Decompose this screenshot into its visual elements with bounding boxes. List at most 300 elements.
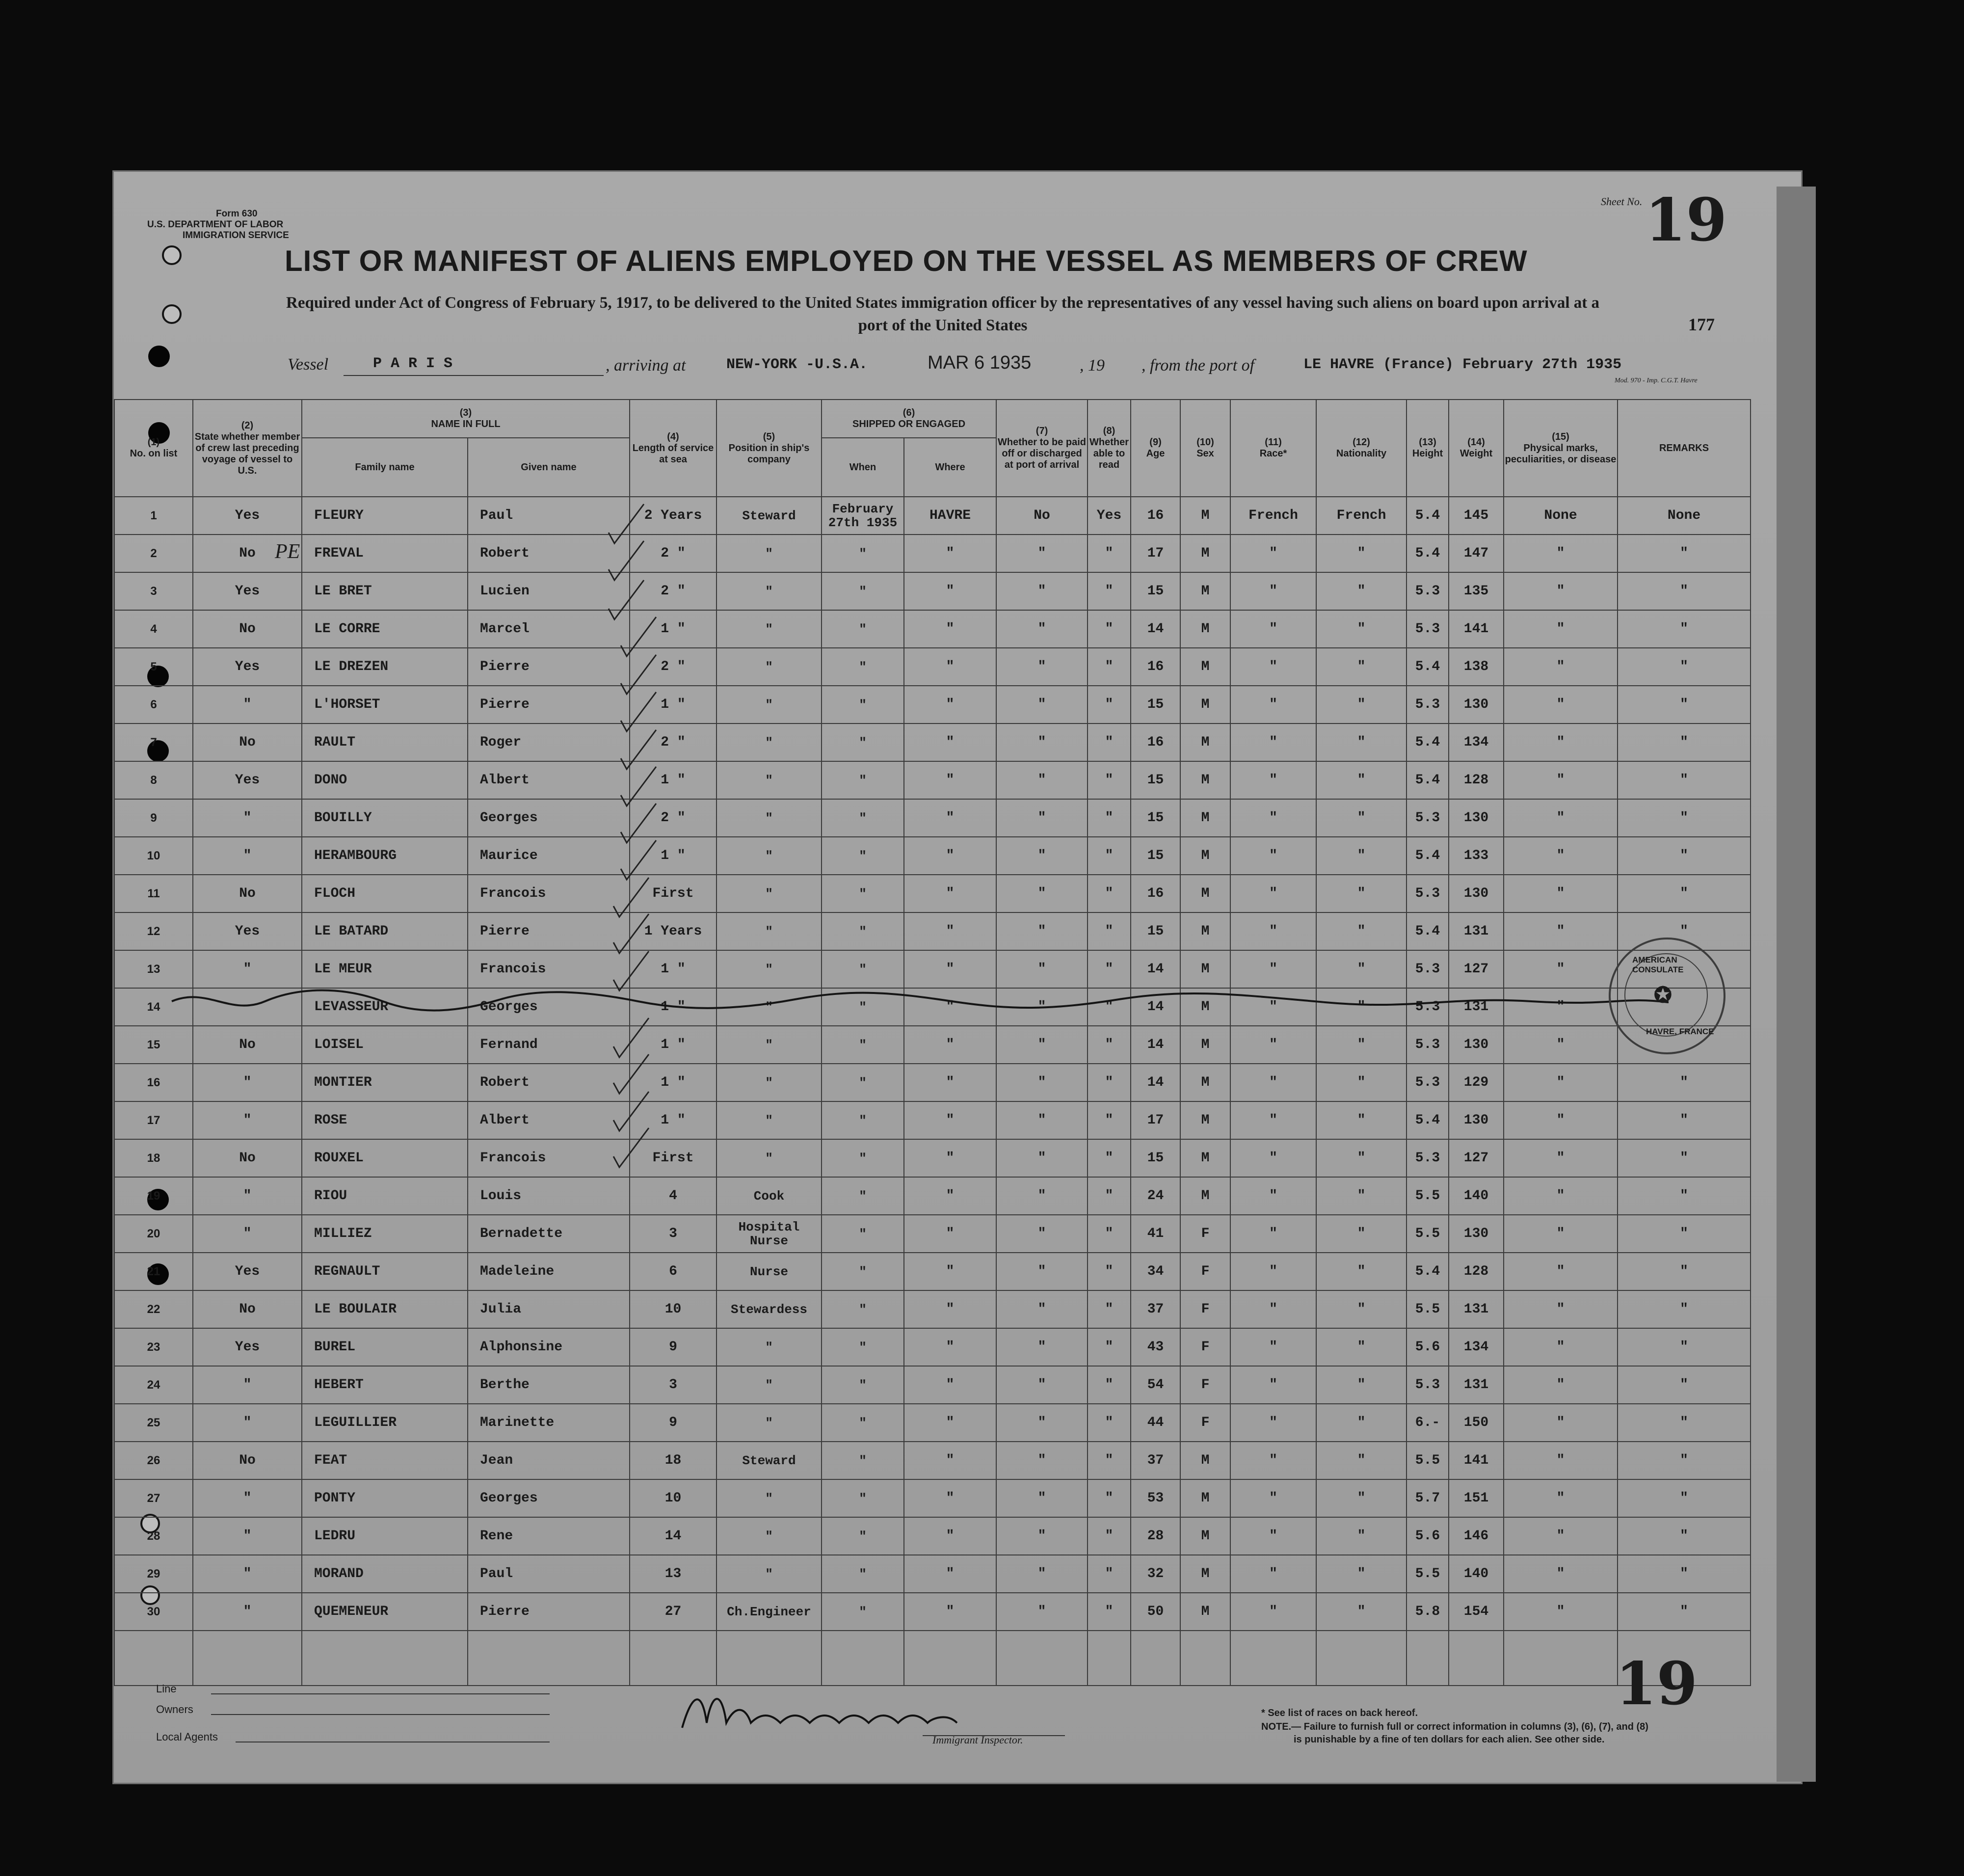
cell-where: " xyxy=(904,988,996,1026)
cell-where: " xyxy=(904,1404,996,1442)
cell-read: " xyxy=(1088,648,1131,686)
cell-family: LE DREZEN xyxy=(302,648,468,686)
cell-weight: 141 xyxy=(1449,610,1504,648)
cell-sex: M xyxy=(1180,1026,1230,1064)
cell-position: " xyxy=(717,1139,822,1177)
cell-no: 5 xyxy=(114,648,193,686)
cell-when: " xyxy=(822,837,904,875)
cell-when: " xyxy=(822,1555,904,1593)
cell-family: ROSE xyxy=(302,1101,468,1139)
cell-height: 5.4 xyxy=(1407,648,1449,686)
cell-paid: " xyxy=(996,912,1088,950)
cell-nat: " xyxy=(1316,950,1407,988)
cell-weight: 154 xyxy=(1449,1593,1504,1631)
cell-where: " xyxy=(904,610,996,648)
cell-remarks: " xyxy=(1618,1366,1751,1404)
cell-age: 17 xyxy=(1131,535,1180,572)
col-header-no: (1) No. on list xyxy=(114,400,193,497)
cell-sex: M xyxy=(1180,535,1230,572)
cell-height: 5.5 xyxy=(1407,1215,1449,1253)
cell-read: " xyxy=(1088,1253,1131,1290)
cell-paid: " xyxy=(996,1404,1088,1442)
cell-read: " xyxy=(1088,1026,1131,1064)
cell-height: 5.6 xyxy=(1407,1517,1449,1555)
cell-age: 24 xyxy=(1131,1177,1180,1215)
cell-weight: 141 xyxy=(1449,1442,1504,1479)
cell-nat: " xyxy=(1316,1177,1407,1215)
cell-no: 22 xyxy=(114,1290,193,1328)
cell-prev: No xyxy=(193,535,302,572)
cell-marks: " xyxy=(1504,1555,1618,1593)
cell-when: " xyxy=(822,988,904,1026)
cell-marks: " xyxy=(1504,912,1618,950)
cell-read: " xyxy=(1088,1177,1131,1215)
cell-position: " xyxy=(717,686,822,724)
cell-sex: M xyxy=(1180,1101,1230,1139)
cell-when: " xyxy=(822,1101,904,1139)
page-title: LIST OR MANIFEST OF ALIENS EMPLOYED ON THE VESSEL AS MEMBERS OF CREW xyxy=(285,244,1528,277)
cell-family: RAULT xyxy=(302,724,468,761)
cell-position: " xyxy=(717,1479,822,1517)
cell-weight: 127 xyxy=(1449,1139,1504,1177)
cell-paid: " xyxy=(996,1026,1088,1064)
sheet-label: Sheet No. xyxy=(1601,195,1643,208)
cell-paid: " xyxy=(996,572,1088,610)
cell-when: " xyxy=(822,875,904,912)
cell-race: " xyxy=(1230,1253,1316,1290)
cell-where: " xyxy=(904,1139,996,1177)
cell-family: LEGUILLIER xyxy=(302,1404,468,1442)
cell-prev: " xyxy=(193,1366,302,1404)
cell-height: 5.4 xyxy=(1407,1253,1449,1290)
cell-remarks: " xyxy=(1618,1064,1751,1101)
cell-service: 1 Years xyxy=(630,912,717,950)
cell-read: " xyxy=(1088,1290,1131,1328)
cell-read: " xyxy=(1088,1139,1131,1177)
cell-height: 5.5 xyxy=(1407,1290,1449,1328)
cell-race: " xyxy=(1230,1404,1316,1442)
cell-service: 2 Years xyxy=(630,497,717,535)
cell-race: " xyxy=(1230,950,1316,988)
cell-marks: " xyxy=(1504,1442,1618,1479)
cell-position: " xyxy=(717,535,822,572)
cell-sex: M xyxy=(1180,837,1230,875)
cell-race: " xyxy=(1230,1555,1316,1593)
cell-position: " xyxy=(717,950,822,988)
col-header-shipped: (6) SHIPPED OR ENGAGED xyxy=(822,400,996,438)
cell-sex: F xyxy=(1180,1290,1230,1328)
cell-service: 2 " xyxy=(630,724,717,761)
cell-race: " xyxy=(1230,572,1316,610)
cell-remarks: " xyxy=(1618,761,1751,799)
cell-remarks: " xyxy=(1618,1328,1751,1366)
cell-no: 14 xyxy=(114,988,193,1026)
cell-where: " xyxy=(904,1593,996,1631)
cell-marks: " xyxy=(1504,610,1618,648)
vessel-name: P A R I S xyxy=(373,355,453,372)
cell-age: 14 xyxy=(1131,988,1180,1026)
cell-race: " xyxy=(1230,724,1316,761)
cell-paid: " xyxy=(996,761,1088,799)
cell-height: 5.4 xyxy=(1407,724,1449,761)
cell-service: 1 " xyxy=(630,686,717,724)
cell-prev: " xyxy=(193,1101,302,1139)
cell-age: 16 xyxy=(1131,875,1180,912)
cell-when: " xyxy=(822,950,904,988)
cell-prev: No xyxy=(193,1442,302,1479)
cell-when: " xyxy=(822,1215,904,1253)
eagle-seal-icon: ✪ xyxy=(1654,983,1672,1007)
cell-marks: " xyxy=(1504,724,1618,761)
cell-position: " xyxy=(717,1555,822,1593)
cell-height: 6.- xyxy=(1407,1404,1449,1442)
cell-sex: M xyxy=(1180,497,1230,535)
cell-remarks: " xyxy=(1618,535,1751,572)
cell-prev: No xyxy=(193,610,302,648)
cell-given: Paul xyxy=(468,1555,630,1593)
cell-paid: " xyxy=(996,1555,1088,1593)
cell-where: " xyxy=(904,761,996,799)
col-header-read: (8) Whether able to read xyxy=(1088,400,1131,497)
cell-age: 41 xyxy=(1131,1215,1180,1253)
cell-paid: " xyxy=(996,1593,1088,1631)
cell-where: " xyxy=(904,572,996,610)
cell-where: HAVRE xyxy=(904,497,996,535)
cell-read: " xyxy=(1088,535,1131,572)
cell-position: Steward xyxy=(717,497,822,535)
cell-age: 43 xyxy=(1131,1328,1180,1366)
cell-sex: F xyxy=(1180,1328,1230,1366)
cell-height: 5.7 xyxy=(1407,1479,1449,1517)
cell-age: 15 xyxy=(1131,761,1180,799)
cell-when: February 27th 1935 xyxy=(822,497,904,535)
cell-no: 2 xyxy=(114,535,193,572)
cell-nat: " xyxy=(1316,799,1407,837)
cell-paid: " xyxy=(996,1290,1088,1328)
cell-race: " xyxy=(1230,912,1316,950)
cell-position: " xyxy=(717,1404,822,1442)
cell-where: " xyxy=(904,950,996,988)
cell-service: 2 " xyxy=(630,799,717,837)
cell-remarks: " xyxy=(1618,610,1751,648)
cell-height: 5.3 xyxy=(1407,686,1449,724)
penalty-note-line2: is punishable by a fine of ten dollars for each alien. See other side. xyxy=(1294,1734,1605,1745)
cell-remarks: " xyxy=(1618,1517,1751,1555)
cell-nat: " xyxy=(1316,1328,1407,1366)
cell-height: 5.3 xyxy=(1407,610,1449,648)
cell-when: " xyxy=(822,648,904,686)
cell-prev: " xyxy=(193,950,302,988)
cell-nat: " xyxy=(1316,912,1407,950)
cell-paid: " xyxy=(996,950,1088,988)
cell-race: " xyxy=(1230,1101,1316,1139)
cell-nat: " xyxy=(1316,1064,1407,1101)
cell-when: " xyxy=(822,799,904,837)
cell-given: Roger xyxy=(468,724,630,761)
department-line1: U.S. DEPARTMENT OF LABOR xyxy=(147,219,284,230)
cell-position: " xyxy=(717,1366,822,1404)
cell-read: " xyxy=(1088,761,1131,799)
cell-nat: " xyxy=(1316,1366,1407,1404)
inspector-label: Immigrant Inspector. xyxy=(932,1734,1023,1746)
cell-height: 5.4 xyxy=(1407,535,1449,572)
cell-race: " xyxy=(1230,1479,1316,1517)
cell-when: " xyxy=(822,572,904,610)
cell-marks: " xyxy=(1504,1593,1618,1631)
cell-family: FEAT xyxy=(302,1442,468,1479)
cell-family: LE CORRE xyxy=(302,610,468,648)
cell-read: " xyxy=(1088,1366,1131,1404)
col-header-height: (13) Height xyxy=(1407,400,1449,497)
cell-position: Steward xyxy=(717,1442,822,1479)
cell-when: " xyxy=(822,1442,904,1479)
printer-note: Mod. 970 - Imp. C.G.T. Havre xyxy=(1615,377,1698,384)
cell-service: 10 xyxy=(630,1479,717,1517)
cell-given: Robert xyxy=(468,535,630,572)
cell-given: Marinette xyxy=(468,1404,630,1442)
cell-paid: " xyxy=(996,1253,1088,1290)
cell-paid: " xyxy=(996,1442,1088,1479)
cell-age: 14 xyxy=(1131,610,1180,648)
cell-race: " xyxy=(1230,610,1316,648)
cell-race: " xyxy=(1230,1442,1316,1479)
penalty-note-line1: NOTE.— Failure to furnish full or correct information in columns (3), (6), (7), and (8) xyxy=(1261,1721,1648,1732)
cell-age: 37 xyxy=(1131,1442,1180,1479)
cell-age: 16 xyxy=(1131,648,1180,686)
cell-race: " xyxy=(1230,1215,1316,1253)
cell-height: 5.3 xyxy=(1407,1064,1449,1101)
cell-prev: " xyxy=(193,799,302,837)
cell-paid: " xyxy=(996,988,1088,1026)
cell-family: MILLIEZ xyxy=(302,1215,468,1253)
cell-service: 2 " xyxy=(630,572,717,610)
cell-race: " xyxy=(1230,988,1316,1026)
cell-paid: " xyxy=(996,1366,1088,1404)
cell-where: " xyxy=(904,875,996,912)
cell-where: " xyxy=(904,1064,996,1101)
cell-prev: Yes xyxy=(193,1253,302,1290)
cell-weight: 130 xyxy=(1449,1101,1504,1139)
cell-position: " xyxy=(717,837,822,875)
cell-when: " xyxy=(822,1593,904,1631)
cell-weight: 131 xyxy=(1449,988,1504,1026)
cell-age: 14 xyxy=(1131,1064,1180,1101)
cell-race: " xyxy=(1230,1593,1316,1631)
cell-paid: " xyxy=(996,837,1088,875)
sheet-number-bottom: 19 xyxy=(1616,1649,1698,1718)
cell-family: MORAND xyxy=(302,1555,468,1593)
cell-given: Jean xyxy=(468,1442,630,1479)
cell-no: 25 xyxy=(114,1404,193,1442)
cell-marks: " xyxy=(1504,1177,1618,1215)
cell-family: BUREL xyxy=(302,1328,468,1366)
cell-read: " xyxy=(1088,1404,1131,1442)
cell-prev: Yes xyxy=(193,572,302,610)
cell-weight: 127 xyxy=(1449,950,1504,988)
cell-race: " xyxy=(1230,1177,1316,1215)
cell-height: 5.3 xyxy=(1407,1026,1449,1064)
cell-given: Georges xyxy=(468,799,630,837)
cell-no: 12 xyxy=(114,912,193,950)
cell-age: 14 xyxy=(1131,1026,1180,1064)
cell-age: 15 xyxy=(1131,799,1180,837)
cell-remarks: " xyxy=(1618,875,1751,912)
arrival-date: MAR 6 1935 xyxy=(928,352,1032,373)
cell-sex: F xyxy=(1180,1366,1230,1404)
cell-where: " xyxy=(904,1177,996,1215)
cell-no: 3 xyxy=(114,572,193,610)
cell-family: MONTIER xyxy=(302,1064,468,1101)
cell-marks: " xyxy=(1504,1290,1618,1328)
cell-given: Pierre xyxy=(468,1593,630,1631)
cell-given: Madeleine xyxy=(468,1253,630,1290)
cell-no: 17 xyxy=(114,1101,193,1139)
cell-race: " xyxy=(1230,1139,1316,1177)
cell-read: " xyxy=(1088,1479,1131,1517)
cell-given: Maurice xyxy=(468,837,630,875)
cell-when: " xyxy=(822,761,904,799)
cell-read: " xyxy=(1088,1517,1131,1555)
cell-when: " xyxy=(822,1290,904,1328)
cell-remarks: " xyxy=(1618,1442,1751,1479)
footer-agents-label: Local Agents xyxy=(156,1731,218,1743)
cell-prev: " xyxy=(193,1064,302,1101)
cell-height: 5.6 xyxy=(1407,1328,1449,1366)
cell-no: 28 xyxy=(114,1517,193,1555)
cell-race: " xyxy=(1230,799,1316,837)
cell-prev: Yes xyxy=(193,497,302,535)
cell-read: " xyxy=(1088,1215,1131,1253)
cell-race: " xyxy=(1230,1290,1316,1328)
cell-weight: 146 xyxy=(1449,1517,1504,1555)
cell-height: 5.4 xyxy=(1407,497,1449,535)
cell-read: " xyxy=(1088,950,1131,988)
cell-remarks: " xyxy=(1618,724,1751,761)
cell-paid: No xyxy=(996,497,1088,535)
cell-nat: " xyxy=(1316,1139,1407,1177)
cell-race: French xyxy=(1230,497,1316,535)
cell-sex: M xyxy=(1180,610,1230,648)
year-prefix: , 19 xyxy=(1080,356,1105,375)
cell-service: 10 xyxy=(630,1290,717,1328)
cell-remarks: " xyxy=(1618,648,1751,686)
cell-family: LE BATARD xyxy=(302,912,468,950)
cell-nat: " xyxy=(1316,761,1407,799)
cell-sex: M xyxy=(1180,1479,1230,1517)
cell-family: RIOU xyxy=(302,1177,468,1215)
cell-age: 15 xyxy=(1131,912,1180,950)
cell-family: FLOCH xyxy=(302,875,468,912)
cell-sex: M xyxy=(1180,950,1230,988)
cell-height: 5.4 xyxy=(1407,912,1449,950)
cell-weight: 129 xyxy=(1449,1064,1504,1101)
cell-service: 2 " xyxy=(630,535,717,572)
cell-nat: " xyxy=(1316,572,1407,610)
cell-read: " xyxy=(1088,912,1131,950)
cell-position: " xyxy=(717,1026,822,1064)
cell-age: 17 xyxy=(1131,1101,1180,1139)
cell-age: 15 xyxy=(1131,686,1180,724)
cell-when: " xyxy=(822,610,904,648)
cell-remarks: " xyxy=(1618,1177,1751,1215)
cell-where: " xyxy=(904,1215,996,1253)
cell-prev: No xyxy=(193,1026,302,1064)
col-header-given-name: Given name xyxy=(468,438,630,497)
col-header-service: (4) Length of service at sea xyxy=(630,400,717,497)
cell-remarks: " xyxy=(1618,1593,1751,1631)
cell-no: 1 xyxy=(114,497,193,535)
col-header-position: (5) Position in ship's company xyxy=(717,400,822,497)
cell-position: " xyxy=(717,988,822,1026)
cell-no: 9 xyxy=(114,799,193,837)
cell-paid: " xyxy=(996,1328,1088,1366)
cell-prev: No xyxy=(193,724,302,761)
cell-position: " xyxy=(717,610,822,648)
cell-height: 5.4 xyxy=(1407,1101,1449,1139)
cell-age: 53 xyxy=(1131,1479,1180,1517)
cell-marks: " xyxy=(1504,1253,1618,1290)
cell-sex: M xyxy=(1180,988,1230,1026)
cell-service: First xyxy=(630,1139,717,1177)
cell-height: 5.4 xyxy=(1407,761,1449,799)
cell-age: 15 xyxy=(1131,837,1180,875)
cell-race: " xyxy=(1230,535,1316,572)
cell-position: " xyxy=(717,572,822,610)
cell-paid: " xyxy=(996,799,1088,837)
cell-no: 26 xyxy=(114,1442,193,1479)
cell-position: " xyxy=(717,761,822,799)
cell-race: " xyxy=(1230,686,1316,724)
cell-given: Francois xyxy=(468,950,630,988)
col-header-family-name: Family name xyxy=(302,438,468,497)
cell-where: " xyxy=(904,535,996,572)
cell-marks: " xyxy=(1504,572,1618,610)
cell-prev: Yes xyxy=(193,1328,302,1366)
cell-when: " xyxy=(822,1139,904,1177)
cell-race: " xyxy=(1230,1064,1316,1101)
cell-marks: " xyxy=(1504,1064,1618,1101)
cell-given: Julia xyxy=(468,1290,630,1328)
sheet-number: 19 xyxy=(1645,186,1727,255)
cell-race: " xyxy=(1230,761,1316,799)
cell-sex: M xyxy=(1180,1139,1230,1177)
cell-height: 5.5 xyxy=(1407,1177,1449,1215)
cell-given: Alphonsine xyxy=(468,1328,630,1366)
cell-read: " xyxy=(1088,1442,1131,1479)
cell-given: Fernand xyxy=(468,1026,630,1064)
cell-nat: " xyxy=(1316,610,1407,648)
cell-read: " xyxy=(1088,1593,1131,1631)
cell-read: " xyxy=(1088,799,1131,837)
footer-line-label: Line xyxy=(156,1683,177,1695)
cell-age: 32 xyxy=(1131,1555,1180,1593)
cell-read: Yes xyxy=(1088,497,1131,535)
cell-service: 9 xyxy=(630,1404,717,1442)
cell-service: 1 " xyxy=(630,610,717,648)
arriving-port: NEW-YORK -U.S.A. xyxy=(726,356,868,373)
cell-paid: " xyxy=(996,648,1088,686)
cell-nat: " xyxy=(1316,988,1407,1026)
cell-height: 5.3 xyxy=(1407,1139,1449,1177)
cell-weight: 128 xyxy=(1449,761,1504,799)
cell-position: " xyxy=(717,912,822,950)
cell-remarks: " xyxy=(1618,1139,1751,1177)
col-header-sex: (10) Sex xyxy=(1180,400,1230,497)
cell-where: " xyxy=(904,686,996,724)
cell-read: " xyxy=(1088,988,1131,1026)
cell-family: ROUXEL xyxy=(302,1139,468,1177)
cell-given: Pierre xyxy=(468,686,630,724)
